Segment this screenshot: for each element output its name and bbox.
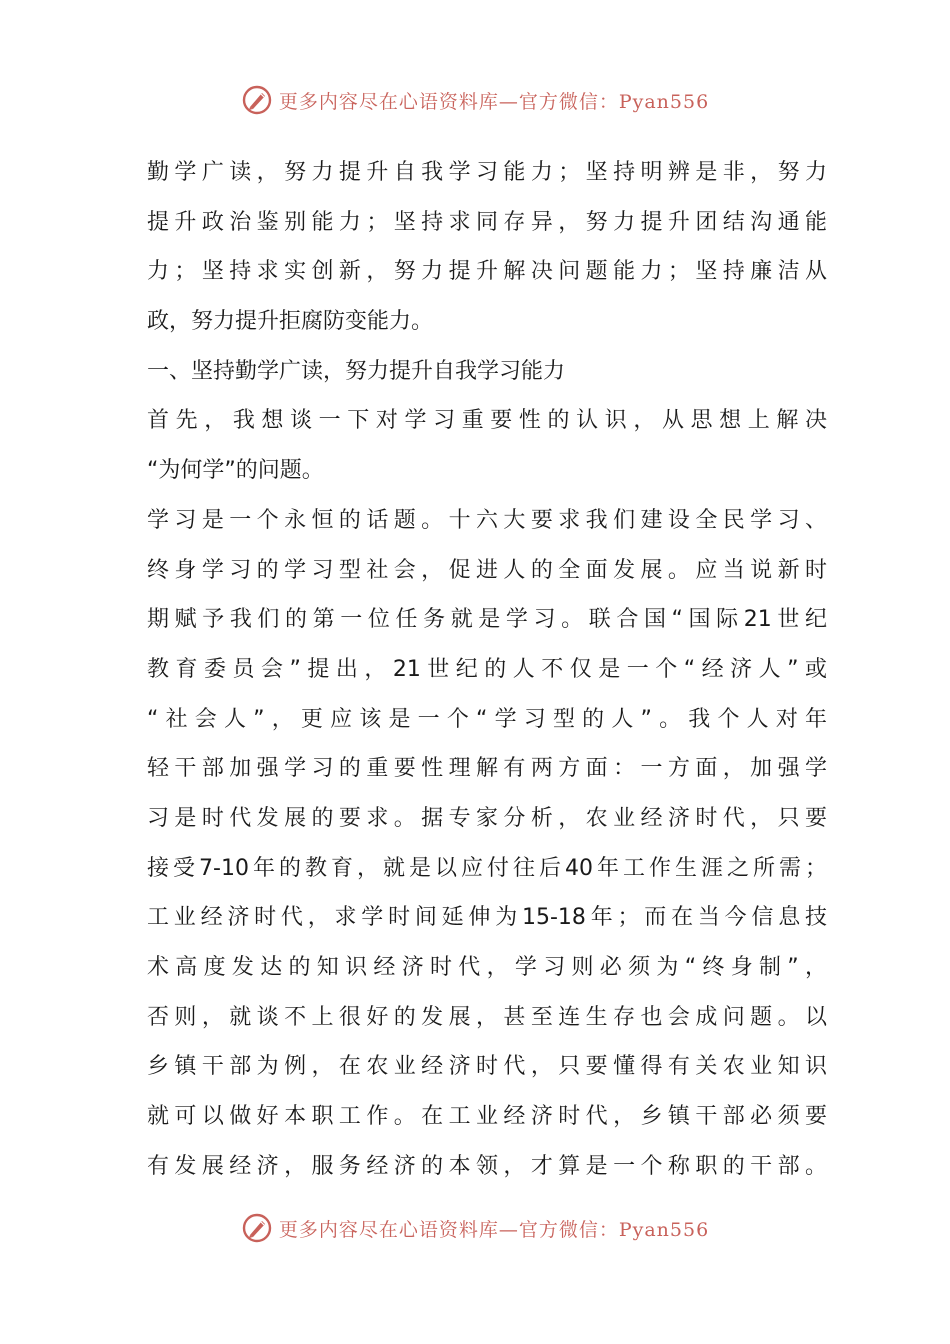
body-line: “社会人”，更应该是一个“学习型的人”。我个人对年 bbox=[147, 706, 827, 732]
body-line: 有发展经济，服务经济的本领，才算是一个称职的干部。 bbox=[147, 1153, 827, 1179]
body-line: 就可以做好本职工作。在工业经济时代，乡镇干部必须要 bbox=[147, 1104, 827, 1130]
body-line: 首先，我想谈一下对学习重要性的认识，从思想上解决 bbox=[147, 408, 827, 434]
document-body bbox=[147, 148, 827, 1191]
body-line: 勤学广读，努力提升自我学习能力；坚持明辨是非，努力 bbox=[147, 160, 827, 185]
footer-banner bbox=[0, 1212, 950, 1244]
body-line: 术高度发达的知识经济时代，学习则必须为“终身制”， bbox=[147, 955, 827, 980]
body-line: 提升政治鉴别能力；坚持求同存异，努力提升团结沟通能 bbox=[147, 209, 827, 235]
body-line: “为何学”的问题。 bbox=[147, 458, 324, 484]
body-line: 习是时代发展的要求。据专家分析，农业经济时代，只要 bbox=[147, 805, 827, 831]
body-line: 终身学习的学习型社会，促进人的全面发展。应当说新时 bbox=[147, 557, 827, 583]
body-line: 学习是一个永恒的话题。十六大要求我们建设全民学习、 bbox=[147, 507, 827, 533]
body-line: 乡镇干部为例，在农业经济时代，只要懂得有关农业知识 bbox=[147, 1054, 827, 1080]
body-line: 力；坚持求实创新，努力提升解决问题能力；坚持廉洁从 bbox=[147, 259, 827, 285]
body-line: 工业经济时代，求学时间延伸为15-18年；而在当今信息技 bbox=[147, 905, 827, 931]
header-banner-text: 更多内容尽在心语资料库—官方微信：Pyan556 bbox=[278, 90, 710, 113]
section-heading: 一、坚持勤学广读，努力提升自我学习能力 bbox=[147, 358, 566, 384]
body-line: 期赋予我们的第一位任务就是学习。联合国“国际21世纪 bbox=[147, 607, 827, 633]
pen-logo-icon bbox=[241, 84, 273, 116]
header-banner bbox=[0, 84, 950, 116]
body-line: 接受7-10年的教育，就是以应付往后40年工作生涯之所需； bbox=[147, 855, 827, 881]
footer-banner-text: 更多内容尽在心语资料库—官方微信：Pyan556 bbox=[278, 1218, 710, 1241]
body-line: 政，努力提升拒腐防变能力。 bbox=[147, 309, 434, 335]
body-line: 轻干部加强学习的重要性理解有两方面：一方面，加强学 bbox=[147, 756, 827, 782]
pen-logo-icon bbox=[241, 1212, 273, 1244]
body-line: 否则，就谈不上很好的发展，甚至连生存也会成问题。以 bbox=[147, 1004, 827, 1030]
body-line: 教育委员会”提出，21世纪的人不仅是一个“经济人”或 bbox=[147, 656, 827, 682]
